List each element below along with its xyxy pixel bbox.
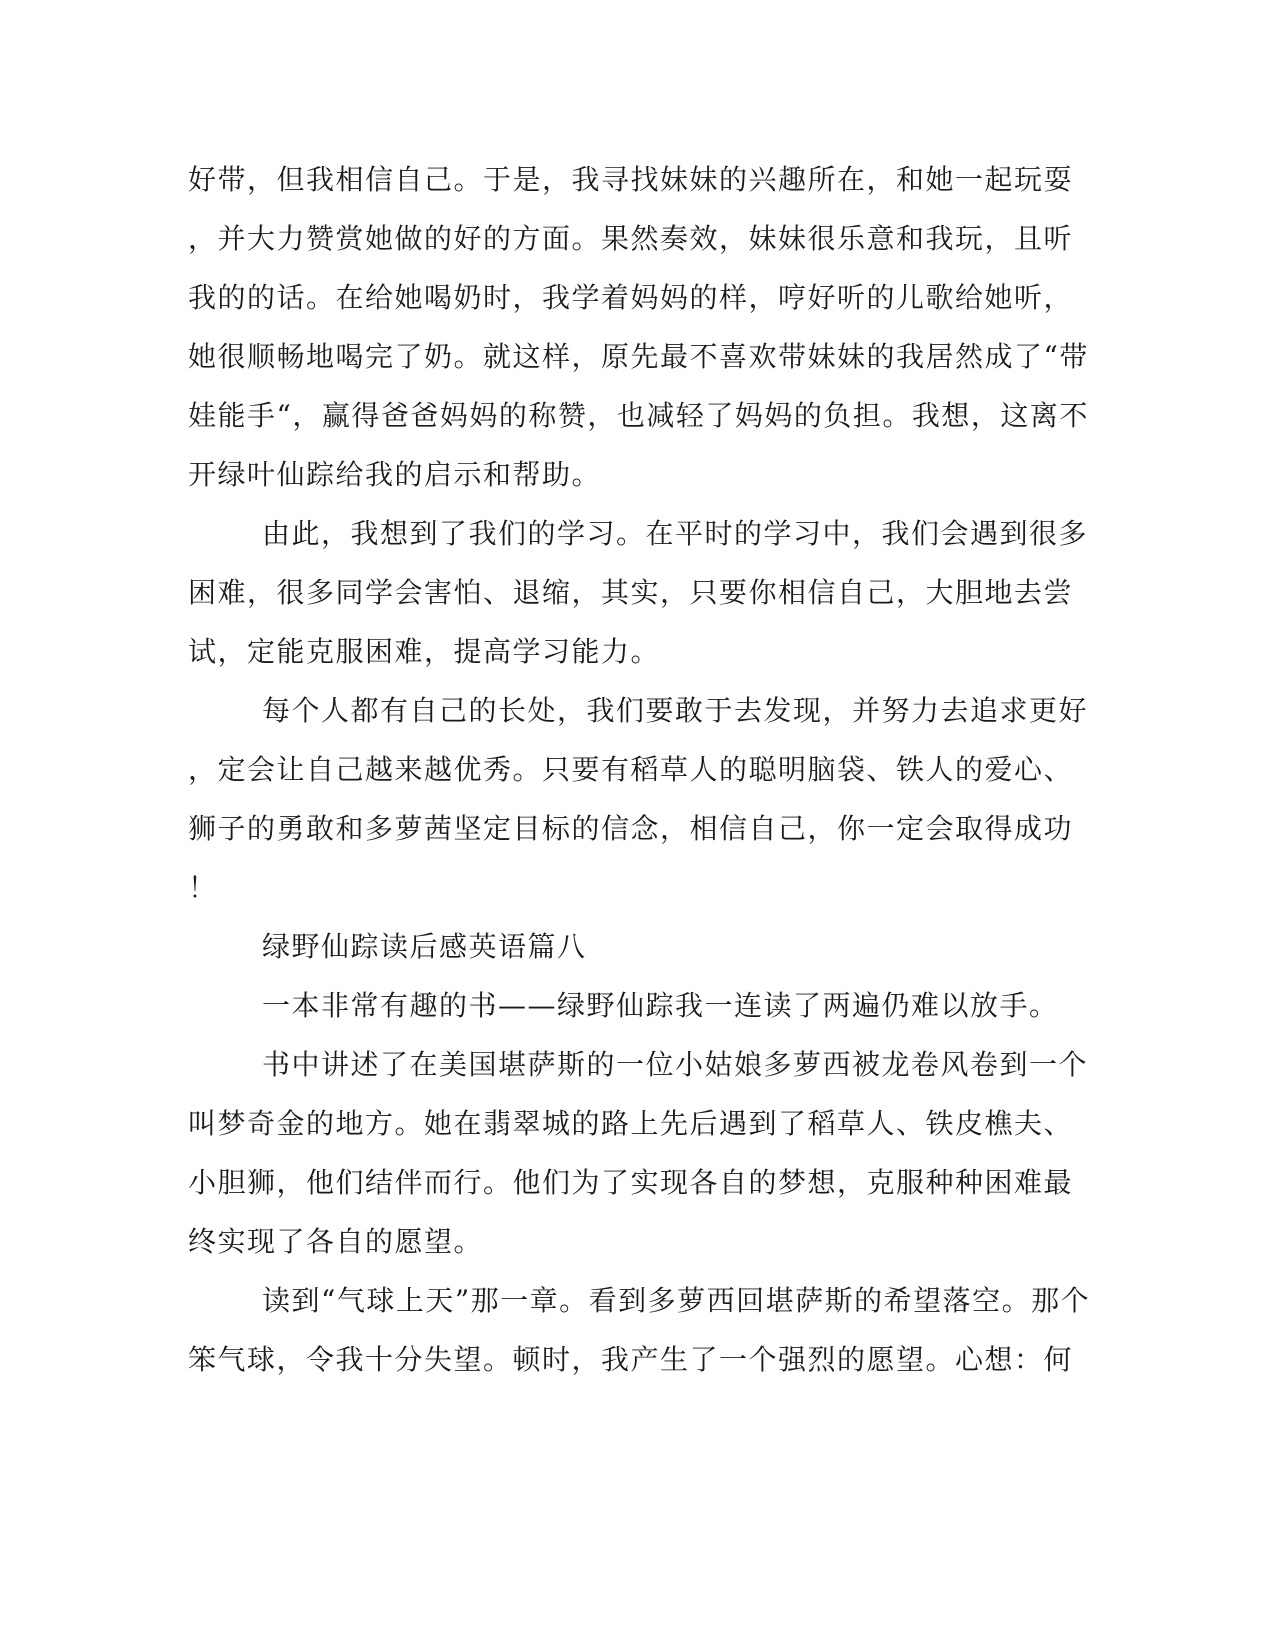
text-line: ，并大力赞赏她做的好的方面。果然奏效，妹妹很乐意和我玩，且听 xyxy=(188,222,1074,255)
section-heading: 绿野仙踪读后感英语篇八 xyxy=(262,930,587,963)
text-line: 笨气球，令我十分失望。顿时，我产生了一个强烈的愿望。心想：何 xyxy=(188,1343,1074,1376)
text-line: 试，定能克服困难，提高学习能力。 xyxy=(188,635,661,668)
text-line: 叫梦奇金的地方。她在翡翠城的路上先后遇到了稻草人、铁皮樵夫、 xyxy=(188,1107,1074,1140)
text-line: 终实现了各自的愿望。 xyxy=(188,1225,484,1258)
text-line: 我的的话。在给她喝奶时，我学着妈妈的样，哼好听的儿歌给她听， xyxy=(188,281,1074,314)
text-line: 困难，很多同学会害怕、退缩，其实，只要你相信自己，大胆地去尝 xyxy=(188,576,1074,609)
text-line: 狮子的勇敢和多萝茜坚定目标的信念，相信自己，你一定会取得成功 xyxy=(188,812,1074,845)
text-line: 一本非常有趣的书——绿野仙踪我一连读了两遍仍难以放手。 xyxy=(262,989,1059,1022)
text-line: ！ xyxy=(188,871,218,904)
text-line: 由此，我想到了我们的学习。在平时的学习中，我们会遇到很多 xyxy=(262,517,1089,550)
text-line: ，定会让自己越来越优秀。只要有稻草人的聪明脑袋、铁人的爱心、 xyxy=(188,753,1074,786)
text-line: 开绿叶仙踪给我的启示和帮助。 xyxy=(188,458,602,491)
text-line: 好带，但我相信自己。于是，我寻找妹妹的兴趣所在，和她一起玩耍 xyxy=(188,163,1074,196)
text-line: 娃能手“，赢得爸爸妈妈的称赞，也减轻了妈妈的负担。我想，这离不 xyxy=(188,399,1089,432)
text-line: 她很顺畅地喝完了奶。就这样，原先最不喜欢带妹妹的我居然成了“带 xyxy=(188,340,1089,373)
text-line: 每个人都有自己的长处，我们要敢于去发现，并努力去追求更好 xyxy=(262,694,1089,727)
text-line: 小胆狮，他们结伴而行。他们为了实现各自的梦想，克服种种困难最 xyxy=(188,1166,1074,1199)
text-line: 读到“气球上天”那一章。看到多萝西回堪萨斯的希望落空。那个 xyxy=(262,1284,1091,1317)
text-line: 书中讲述了在美国堪萨斯的一位小姑娘多萝西被龙卷风卷到一个 xyxy=(262,1048,1089,1081)
